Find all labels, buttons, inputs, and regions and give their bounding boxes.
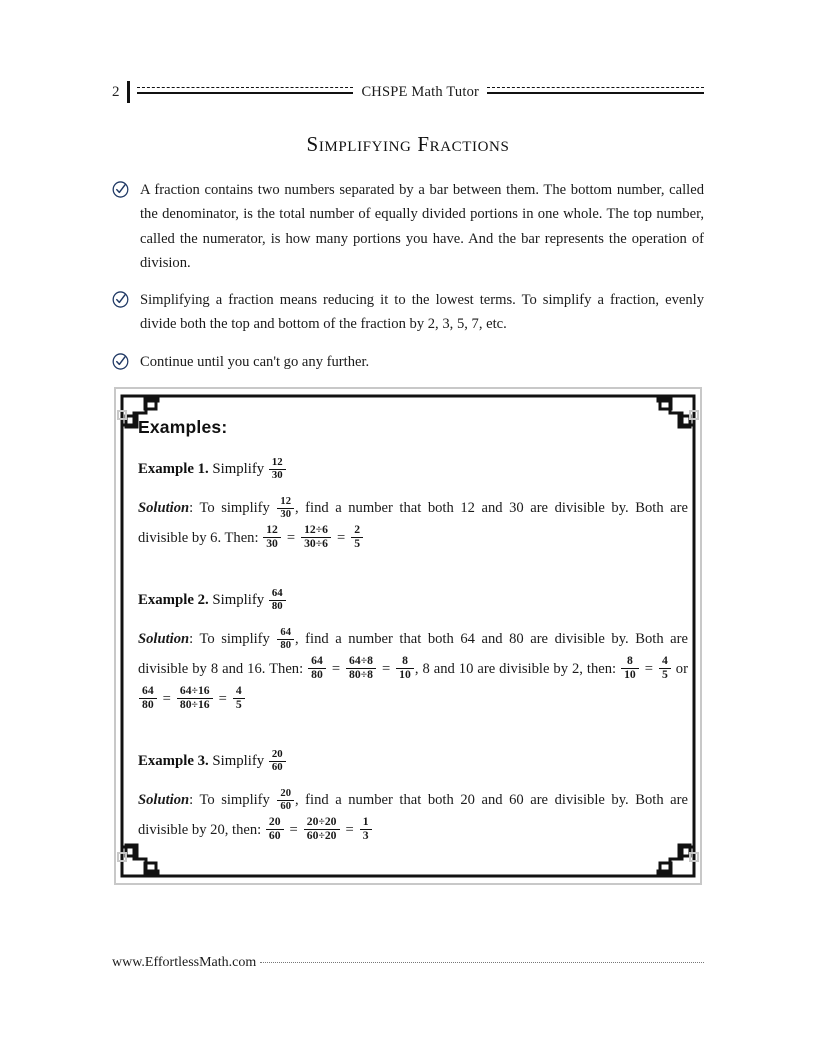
fraction-denominator: 5 xyxy=(354,537,361,551)
solution-fraction xyxy=(277,627,294,651)
solution-label: Solution xyxy=(138,631,190,647)
equation-term-2 xyxy=(304,816,340,842)
equals-sign: = xyxy=(336,530,346,546)
list-item-text: A fraction contains two numbers separated by a bar between them. The bottom number, called the denominator, is the total number of equally divided portions in one whole. The top number, called the numerator, is how many portions you have. And the bar represents the operation of division. xyxy=(140,182,704,271)
fraction-numerator: 64 xyxy=(277,627,294,639)
fraction-denominator: 60 xyxy=(268,829,281,843)
fraction-denominator: 30 xyxy=(266,537,278,551)
fraction-numerator: 12 xyxy=(277,496,294,508)
fraction-numerator: 64÷8 xyxy=(346,655,376,669)
fraction-numerator: 12 xyxy=(263,524,281,538)
equals-sign: = xyxy=(381,661,391,677)
intro-bullet-list xyxy=(112,178,704,374)
solution-text-2: , find a number that both 20 and 60 are divisible by. Both are divisible by 20, then: xyxy=(138,792,688,838)
fraction-numerator: 8 xyxy=(396,655,414,669)
list-item xyxy=(112,178,704,275)
fraction-denominator: 30 xyxy=(271,468,283,481)
solution-text-2: , find a number that both 12 and 30 are divisible by. Both are divisible by 6. Then: xyxy=(138,500,688,546)
solution-fraction xyxy=(277,496,294,520)
page-title: Simplifying Fractions xyxy=(306,132,510,156)
example-2-solution xyxy=(138,624,688,714)
equation-term-1 xyxy=(263,524,281,550)
header-title: CHSPE Math Tutor xyxy=(361,83,480,100)
header-rule-left xyxy=(137,87,354,97)
equation-term-2 xyxy=(346,655,376,681)
fraction-denominator: 5 xyxy=(661,668,668,682)
footer-dotted-leader xyxy=(260,962,704,963)
fraction-numerator: 4 xyxy=(233,685,245,699)
footer-url[interactable]: www.EffortlessMath.com xyxy=(112,955,257,970)
example-3-title xyxy=(138,748,688,774)
equals-sign: = xyxy=(331,661,341,677)
example-2-prompt-fraction xyxy=(269,588,286,612)
examples-heading: Examples: xyxy=(138,417,228,437)
example-3-prompt-fraction xyxy=(269,749,286,773)
fraction-numerator: 20 xyxy=(277,788,294,800)
fraction-denominator: 30÷6 xyxy=(304,537,328,551)
page-number: 2 xyxy=(112,83,120,100)
fraction-denominator: 80÷16 xyxy=(179,698,210,712)
solution-text-2: , find a number that both 64 and 80 are divisible by. Both are divisible by 8 and 16. Then: xyxy=(138,631,688,677)
solution-text-1: : To simplify xyxy=(189,500,270,516)
equals-sign: = xyxy=(345,822,354,838)
example-1-prompt: Simplify xyxy=(212,461,265,477)
equation-term-3 xyxy=(360,816,372,842)
examples-content xyxy=(138,417,688,857)
solution-label: Solution xyxy=(138,792,190,808)
fraction-numerator: 20 xyxy=(269,749,286,762)
fraction-denominator: 80 xyxy=(142,698,154,712)
equals-sign: = xyxy=(289,822,298,838)
example-3 xyxy=(138,748,688,845)
fraction-numerator: 8 xyxy=(621,655,639,669)
equation-term-3 xyxy=(351,524,363,550)
list-item xyxy=(112,350,704,374)
equals-sign: = xyxy=(162,691,171,707)
page-footer xyxy=(112,955,704,971)
fraction-numerator: 64 xyxy=(269,588,286,601)
solution-fraction xyxy=(277,788,294,812)
example-3-label: Example 3. xyxy=(138,753,209,769)
fraction-denominator: 80 xyxy=(280,639,291,651)
check-circle-icon xyxy=(112,291,129,308)
fraction-denominator: 30 xyxy=(280,508,291,520)
solution-text-1: : To simplify xyxy=(189,631,270,647)
fraction-numerator: 20÷20 xyxy=(304,816,340,830)
examples-frame xyxy=(112,385,704,887)
list-item-text: Continue until you can't go any further. xyxy=(140,353,370,370)
solution-label: Solution xyxy=(138,500,190,516)
header-rule-right xyxy=(487,87,704,97)
example-1 xyxy=(138,456,688,553)
example-3-solution xyxy=(138,785,688,845)
equals-sign: = xyxy=(286,530,296,546)
check-circle-icon xyxy=(112,181,129,198)
equation3-term-3 xyxy=(233,685,245,711)
fraction-denominator: 10 xyxy=(624,668,636,682)
fraction-denominator: 80 xyxy=(311,668,323,682)
fraction-numerator: 12÷6 xyxy=(301,524,331,538)
check-circle-icon xyxy=(112,353,129,370)
equation3-term-1 xyxy=(139,685,157,711)
equation-term-1 xyxy=(308,655,326,681)
fraction-numerator: 4 xyxy=(659,655,671,669)
example-2-label: Example 2. xyxy=(138,592,209,608)
equation3-term-2 xyxy=(177,685,213,711)
fraction-numerator: 1 xyxy=(360,816,372,830)
page-header xyxy=(112,78,704,106)
example-1-prompt-fraction xyxy=(269,457,286,481)
list-item xyxy=(112,288,704,337)
example-1-title xyxy=(138,456,688,482)
example-2-title xyxy=(138,587,688,613)
solution-text-1: : To simplify xyxy=(189,792,270,808)
fraction-numerator: 12 xyxy=(269,457,286,470)
or-conjunction: or xyxy=(675,661,688,677)
example-3-prompt: Simplify xyxy=(212,753,265,769)
header-divider-bar xyxy=(127,81,130,103)
fraction-numerator: 64÷16 xyxy=(177,685,213,699)
equals-sign: = xyxy=(644,661,653,677)
equation-term-1 xyxy=(266,816,284,842)
fraction-denominator: 3 xyxy=(362,829,369,843)
example-1-label: Example 1. xyxy=(138,461,209,477)
fraction-denominator: 60 xyxy=(271,760,283,773)
fraction-denominator: 60÷20 xyxy=(306,829,337,843)
fraction-numerator: 64 xyxy=(308,655,326,669)
equation-term-2 xyxy=(301,524,331,550)
fraction-denominator: 5 xyxy=(235,698,242,712)
equals-sign: = xyxy=(218,691,227,707)
example-2-prompt: Simplify xyxy=(212,592,265,608)
example-2 xyxy=(138,587,688,714)
equation2-term-2 xyxy=(659,655,671,681)
fraction-denominator: 80 xyxy=(271,599,283,612)
equation2-term-1 xyxy=(621,655,639,681)
fraction-denominator: 80÷8 xyxy=(349,668,373,682)
list-item-text: Simplifying a fraction means reducing it to the lowest terms. To simplify a fraction, evenly divide both the top and bottom of the fraction by 2, 3, 5, 7, etc. xyxy=(140,292,704,333)
example-1-solution xyxy=(138,493,688,553)
fraction-denominator: 10 xyxy=(399,668,411,682)
solution-text-3: , 8 and 10 are divisible by 2, then: xyxy=(414,661,617,677)
fraction-numerator: 64 xyxy=(139,685,157,699)
equation-term-3 xyxy=(396,655,414,681)
fraction-numerator: 20 xyxy=(266,816,284,830)
fraction-numerator: 2 xyxy=(351,524,363,538)
fraction-denominator: 60 xyxy=(280,800,291,812)
